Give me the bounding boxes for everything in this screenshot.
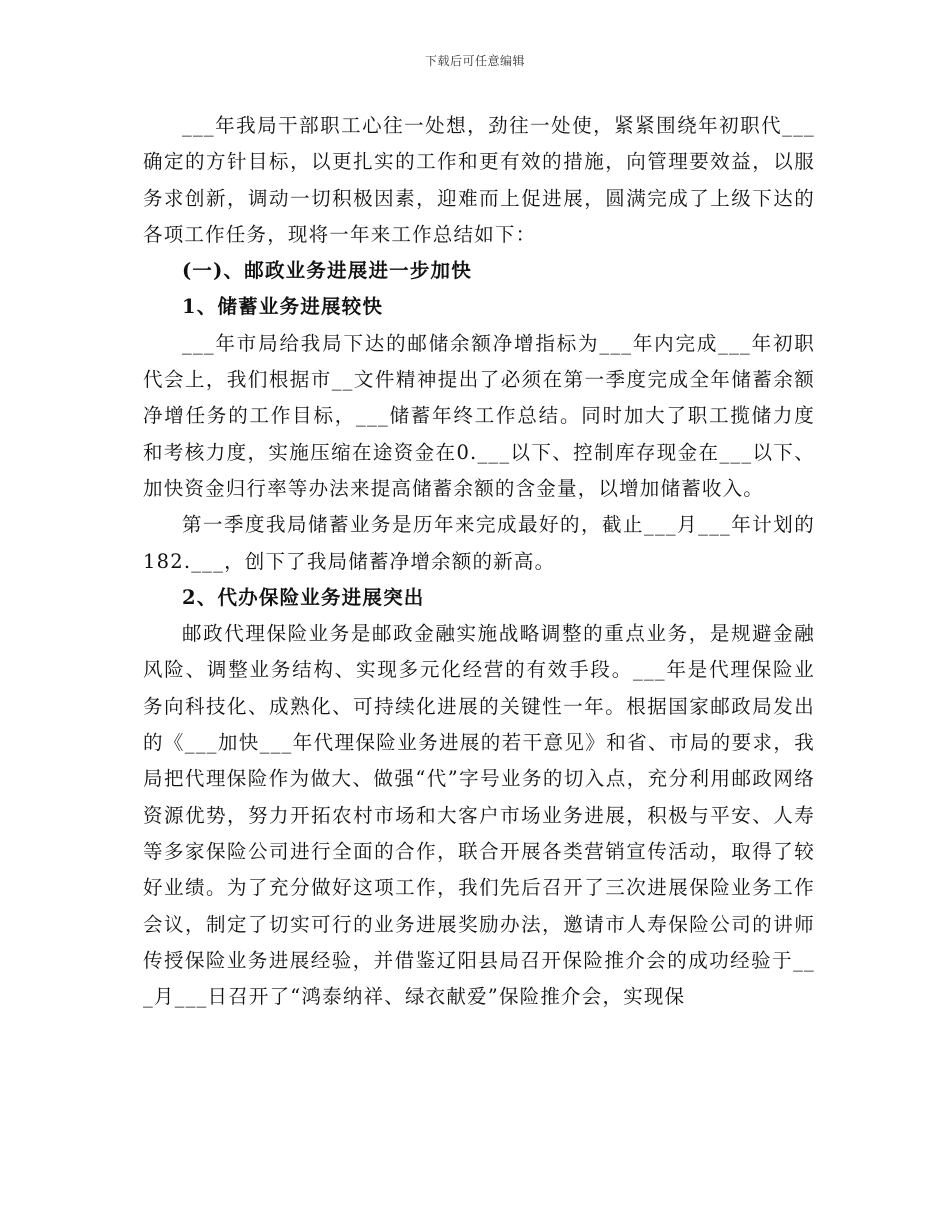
- insurance-paragraph: 邮政代理保险业务是邮政金融实施战略调整的重点业务，是规避金融风险、调整业务结构、实现多元化经营的有效手段。___年是代理保险业务向科技化、成熟化、可持续化进展的关键性一年。根据国家邮政局发出的《___加快___年代理保险业务进展的若干意见》和省、市局的要求，我局把代理保险作为做大、做强“代”字号业务的切入点，充分利用邮政网络资源优势，努力开拓农村市场和大客户市场业务进展，积极与平安、人寿等多家保险公司进行全面的合作，联合开展各类营销宣传活动，取得了较好业绩。为了充分做好这项工作，我们先后召开了三次进展保险业务工作会议，制定了切实可行的业务进展奖励办法，邀请市人寿保险公司的讲师传授保险业务进展经验，并借鉴辽阳县局召开保险推介会的成功经验于___月___日召开了“鸿泰纳祥、绿衣献爱”保险推介会，实现保: [143, 622, 815, 1009]
- page-header: 下载后可任意编辑: [424, 54, 525, 68]
- subsection-heading-insurance: 2、代办保险业务进展突出: [182, 585, 425, 609]
- savings-paragraph-1: ___年市局给我局下达的邮储余额净增指标为___年内完成___年初职代会上，我们根据市__文件精神提出了必须在第一季度完成全年储蓄余额净增任务的工作目标，___储蓄年终工作总结。同时加大了职工揽储力度和考核力度，实施压缩在途资金在0.___以下、控制库存现金在___以下、加快资金归行率等办法来提高储蓄余额的含金量，以增加储蓄收入。: [143, 331, 815, 500]
- document-body: [143, 108, 815, 1015]
- subsection-heading-savings: 1、储蓄业务进展较快: [182, 295, 384, 319]
- section-heading: (一)、邮政业务进展进一步加快: [182, 259, 472, 283]
- intro-paragraph: ___年我局干部职工心往一处想，劲往一处使，紧紧围绕年初职代___确定的方针目标，以更扎实的工作和更有效的措施，向管理要效益，以服务求创新，调动一切积极因素，迎难而上促进展，圆满完成了上级下达的各项工作任务，现将一年来工作总结如下：: [143, 114, 815, 246]
- savings-paragraph-2: 第一季度我局储蓄业务是历年来完成最好的，截止___月___年计划的182.___，创下了我局储蓄净增余额的新高。: [143, 513, 815, 573]
